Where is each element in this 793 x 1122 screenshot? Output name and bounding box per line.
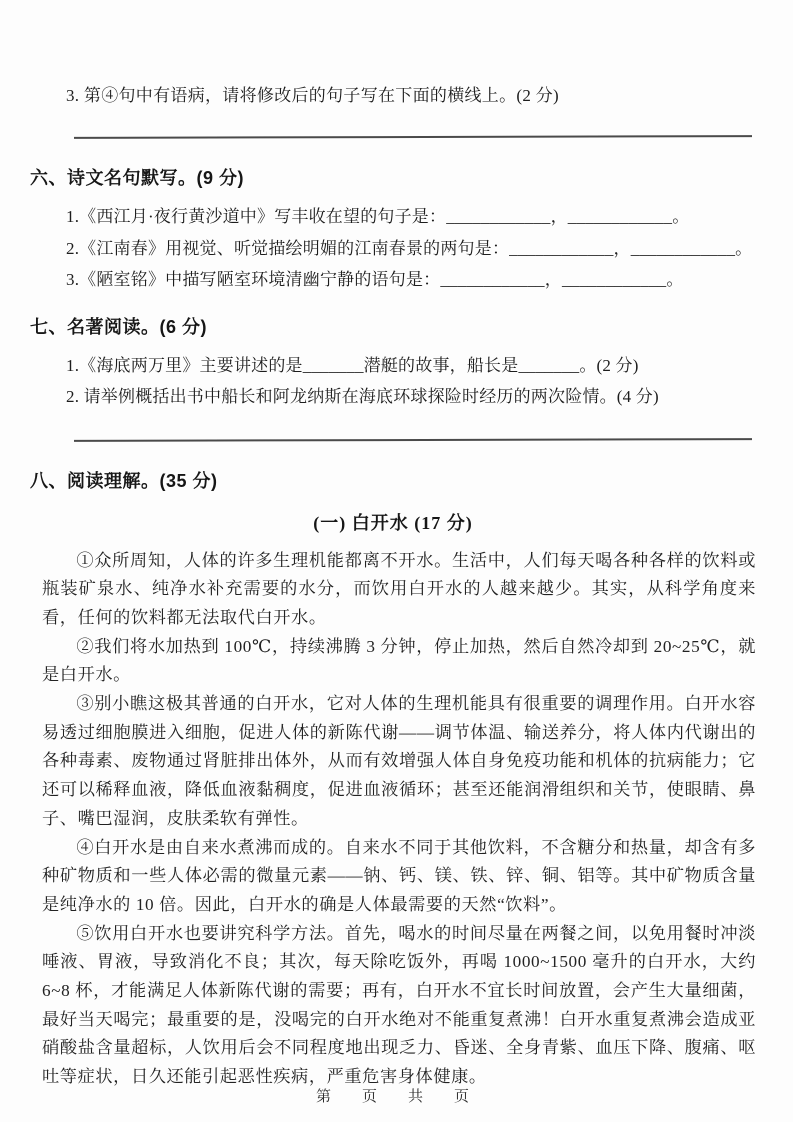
question-3-text: 3. 第④句中有语病，请将修改后的句子写在下面的横线上。(2 分)	[66, 86, 559, 105]
memorization-item-2: 2.《江南春》用视觉、听觉描绘明媚的江南春景的两句是：____________，____________。	[66, 238, 753, 258]
memorization-item-3: 3.《陋室铭》中描写陋室环境清幽宁静的语句是：____________，____________。	[66, 270, 684, 289]
page-footer: 第 页 共 页	[315, 1088, 477, 1105]
memorization-item-1: 1.《西江月·夜行黄沙道中》写丰收在望的句子是：____________，____________。	[66, 207, 690, 226]
section-seven-items	[66, 350, 756, 413]
passage-paragraph-1: ①众所周知，人体的许多生理机能都离不开水。生活中，人们每天喝各种各样的饮料或瓶装矿泉水、纯净水补充需要的水分，而饮用白开水的人越来越少。其实，从科学角度来看，任何的饮料都无法取代白开水。	[42, 550, 756, 627]
section-six-items	[66, 201, 756, 296]
passage-paragraph-5: ⑤饮用白开水也要讲究科学方法。首先，喝水的时间尽量在两餐之间，以免用餐时冲淡唾液、胃液，导致消化不良；其次，每天除吃饭外，再喝 1000~1500 毫升的白开水，大约 6~8 杯，才能满足人体新陈代谢的需要；再有，白开水不宜长时间放置，会产生大量细菌，最好当天喝完；最重要的是，没喝完的白开水绝对不能重复煮沸！白开水重复煮沸会造成亚硝酸盐含量超标，人饮用后会不同程度地出现乏力、昏迷、全身青紫、血压下降、腹痛、呕吐等症状，日久还能引起恶性疾病，严重危害身体健康。	[42, 923, 756, 1087]
section-eight-heading: 八、阅读理解。(35 分)	[30, 470, 218, 491]
section-seven-heading: 七、名著阅读。(6 分)	[30, 316, 207, 337]
famous-books-item-2: 2. 请举例概括出书中船长和阿龙纳斯在海底环球探险时经历的两次险情。(4 分)	[66, 387, 659, 406]
passage-paragraph-2: ②我们将水加热到 100℃，持续沸腾 3 分钟，停止加热，然后自然冷却到 20~25℃，就是白开水。	[42, 636, 756, 685]
answer-line	[74, 135, 752, 139]
reading-passage	[42, 547, 756, 1092]
section-six-heading: 六、诗文名句默写。(9 分)	[30, 168, 244, 188]
passage-title: (一) 白开水 (17 分)	[313, 512, 473, 533]
famous-books-item-1: 1.《海底两万里》主要讲述的是_______潜艇的故事，船长是_______。(2 分)	[66, 355, 639, 375]
passage-paragraph-3: ③别小瞧这极其普通的白开水，它对人体的生理机能具有很重要的调理作用。白开水容易透过细胞膜进入细胞，促进人体的新陈代谢——调节体温、输送养分，将人体内代谢出的各种毒素、废物通过肾脏排出体外，从而有效增强人体自身免疫功能和机体的抗病能力；它还可以稀释血液，降低血液黏稠度，促进血液循环；甚至还能润滑组织和关节，使眼睛、鼻子、嘴巴湿润，皮肤柔软有弹性。	[42, 694, 756, 828]
passage-paragraph-4: ④白开水是由自来水煮沸而成的。自来水不同于其他饮料，不含糖分和热量，却含有多种矿物质和一些人体必需的微量元素——钠、钙、镁、铁、锌、铜、铝等。其中矿物质含量是纯净水的 10 倍。因此，白开水的确是人体最需要的天然“饮料”。	[42, 837, 756, 914]
answer-line	[74, 438, 752, 442]
